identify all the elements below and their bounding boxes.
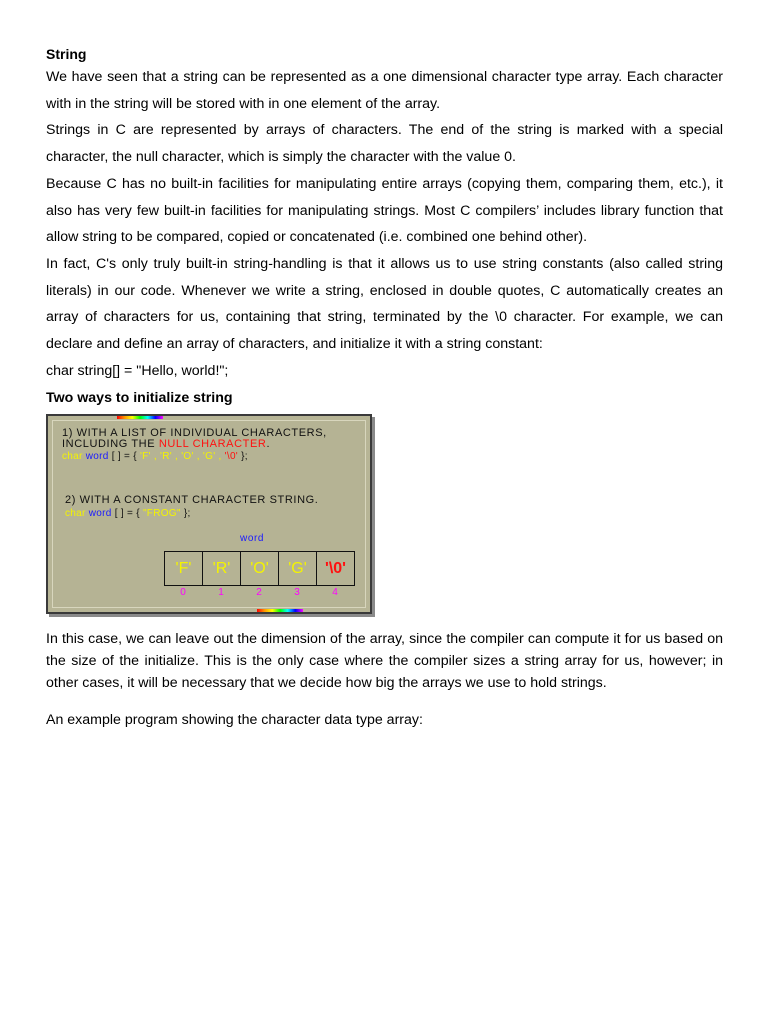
- fig-code1-kw: char: [62, 450, 83, 462]
- array-cell: 'O': [241, 552, 279, 585]
- paragraph-4: In fact, C's only truly built-in string-handling is that it allows us to use string constants (also called string literals) in our code. Whenever we write a string, enclosed in double quotes, C automatically creates an array of characters for us, containing that string, terminated by the \0 character. For example, we can declare and define an array of characters, and initialize it with a string constant:: [46, 255, 723, 353]
- array-cell: 'F': [165, 552, 203, 585]
- fig-line-2-a: INCLUDING THE: [62, 437, 159, 450]
- fig-code1-null: '\0': [224, 450, 239, 462]
- fig-code1-end: };: [238, 450, 248, 462]
- paragraph-1: We have seen that a string can be represented as a one dimensional character type array. Each character with in the string will be stored with in one element of the array.: [46, 69, 723, 112]
- fig-code-2: [65, 508, 191, 520]
- figure-panel: [52, 420, 366, 608]
- fig-code2-str: "FROG": [142, 507, 181, 519]
- fig-code2-kw: char: [65, 507, 86, 519]
- fig-line-2: [62, 438, 270, 450]
- fig-code1-rest: [ ] = {: [108, 450, 140, 462]
- fig-line-1: 1) WITH A LIST OF INDIVIDUAL CHARACTERS,: [62, 426, 327, 439]
- fig-code1-vals: 'F' , 'R' , 'O' , 'G' ,: [139, 450, 225, 462]
- array-cell: 'R': [203, 552, 241, 585]
- array-index: 2: [256, 586, 262, 598]
- fig-line-3: 2) WITH A CONSTANT CHARACTER STRING.: [65, 493, 319, 506]
- fig-code2-rest: [ ] = {: [111, 507, 143, 519]
- array-indices: [164, 587, 354, 598]
- after-figure-paragraph: In this case, we can leave out the dimension of the array, since the compiler can compute it for us based on the size of the initialize. This is the only case where the compiler sizes a string array for us, however; in other cases, it will be necessary that we decide how big the arrays we use to hold strings.: [46, 630, 723, 691]
- array-index: 4: [332, 586, 338, 598]
- array-index: 0: [180, 586, 186, 598]
- array-cell: 'G': [279, 552, 317, 585]
- final-line: An example program showing the character data type array:: [46, 711, 423, 728]
- fig-null-character: NULL CHARACTER: [158, 437, 267, 450]
- fig-code2-var: word: [88, 507, 112, 519]
- string-init-figure: [46, 414, 372, 614]
- array-index: 3: [294, 586, 300, 598]
- array-cells: [164, 551, 355, 586]
- paragraph-2: Strings in C are represented by arrays of characters. The end of the string is marked with a special character, the null character, which is simply the character with the value 0.: [46, 122, 723, 166]
- document-page: [46, 44, 723, 744]
- rainbow-bar-bottom: [257, 609, 303, 612]
- fig-code1-var: word: [85, 450, 109, 462]
- subheading: Two ways to initialize string: [46, 389, 233, 406]
- fig-code2-end: };: [180, 507, 191, 519]
- fig-code-1: [62, 451, 248, 463]
- array-index: 1: [218, 586, 224, 598]
- fig-line-2-c: .: [266, 437, 271, 450]
- section-heading: String: [46, 46, 87, 62]
- array-cell-null: '\0': [325, 559, 346, 577]
- paragraph-3: Because C has no built-in facilities for manipulating entire arrays (copying them, comparing them, etc.), it also has very few built-in facilities for manipulating strings. Most C compilers’ includes library function that allow string to be compared, copied or concatenated (i.e. combined one behind other).: [46, 175, 723, 246]
- rainbow-bar-top: [117, 416, 163, 419]
- code-example: char string[] = "Hello, world!";: [46, 362, 229, 379]
- array-label: word: [240, 532, 265, 544]
